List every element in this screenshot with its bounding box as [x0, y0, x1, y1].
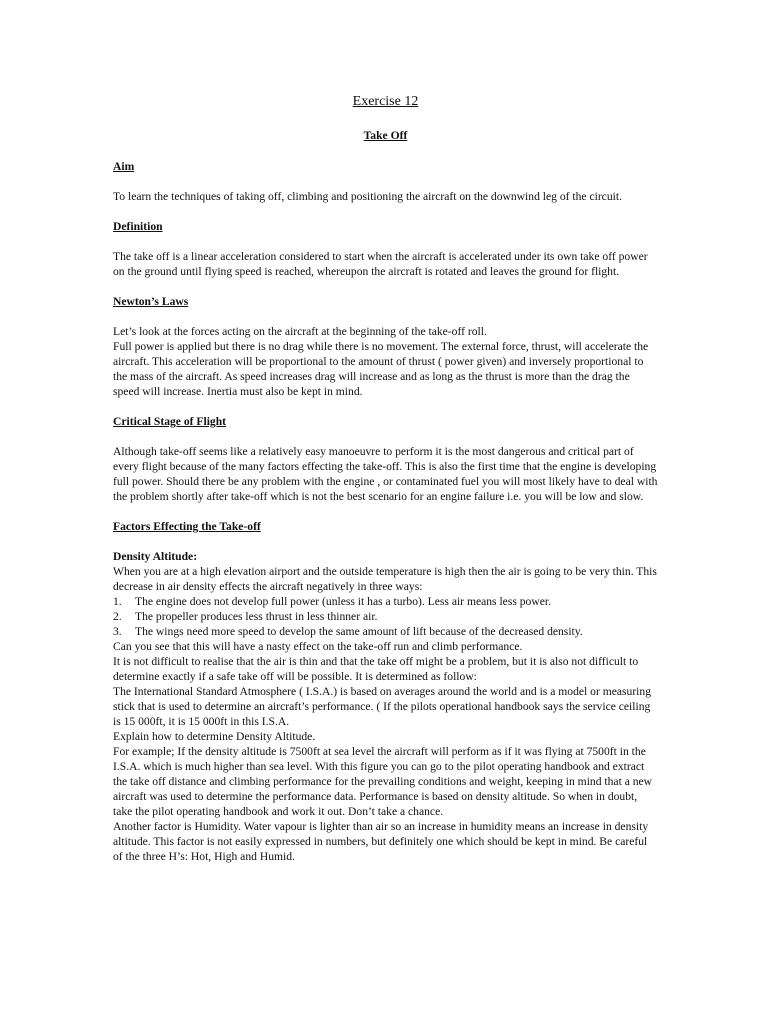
isa-text: The International Standard Atmosphere ( I.S.A.) is based on averages around the world and is a model or measuring stick that is used to determine an aircraft’s performance. ( If the pilots operational handbook says the service ceiling is 15 000ft, it is 15 000ft in this I.S.A. — [113, 685, 651, 728]
list-item — [113, 609, 658, 624]
density-effects-list — [113, 594, 658, 639]
newtons-laws-line1: Let’s look at the forces acting on the aircraft at the beginning of the take-off roll. — [113, 325, 487, 338]
definition-text: The take off is a linear acceleration considered to start when the aircraft is accelerated under its own take off power on the ground until flying speed is reached, whereupon the aircraft is rotated and leaves the ground for flight. — [113, 250, 648, 278]
critical-stage-heading: Critical Stage of Flight — [113, 415, 227, 428]
newtons-laws-heading: Newton’s Laws — [113, 295, 189, 308]
definition-heading: Definition — [113, 220, 163, 233]
list-item-text: The engine does not develop full power (unless it has a turbo). Less air means less power. — [135, 595, 551, 608]
climb-performance-text: Can you see that this will have a nasty effect on the take-off run and climb performance. — [113, 640, 523, 653]
list-item-number: 2. — [113, 610, 122, 623]
aim-heading: Aim — [113, 160, 135, 173]
page-title: Exercise 12 — [352, 94, 419, 109]
document-page — [113, 92, 658, 864]
list-item — [113, 594, 658, 609]
list-item-text: The propeller produces less thrust in less thinner air. — [135, 610, 378, 623]
page-subtitle: Take Off — [363, 129, 408, 142]
aim-text: To learn the techniques of taking off, climbing and positioning the aircraft on the downwind leg of the circuit. — [113, 190, 622, 203]
explain-density-altitude-text: Explain how to determine Density Altitude. — [113, 730, 316, 743]
list-item-text: The wings need more speed to develop the same amount of lift because of the decreased density. — [135, 625, 583, 638]
list-item — [113, 624, 658, 639]
density-altitude-heading: Density Altitude: — [113, 550, 198, 563]
factors-heading: Factors Effecting the Take-off — [113, 520, 261, 533]
example-text: For example; If the density altitude is 7500ft at sea level the aircraft will perform as if it was flying at 7500ft in the I.S.A. which is much higher than sea level. With this figure you can go to the pilot operating handbook and extract the take off distance and climbing performance for the prevailing conditions and weight, keeping in mind that a new aircraft was used to determine the performance data. Performance is based on density altitude. So when in doubt, take the pilot operating handbook and work it out. Don’t take a chance. — [113, 745, 653, 818]
safe-takeoff-text: It is not difficult to realise that the air is thin and that the take off might be a problem, but it is also not difficult to determine exactly if a safe take off will be possible. It is determined as follow: — [113, 655, 639, 683]
density-intro-text: When you are at a high elevation airport and the outside temperature is high then the air is going to be very thin. This decrease in air density effects the aircraft negatively in three ways: — [113, 565, 657, 593]
critical-stage-text: Although take-off seems like a relatively easy manoeuvre to perform it is the most dangerous and critical part of every flight because of the many factors effecting the take-off. This is also the first time that the engine is developing full power. Should there be any problem with the engine , or contaminated fuel you will most likely have to deal with the problem shortly after take-off which is not the best scenario for an engine failure i.e. you will be low and slow. — [113, 445, 658, 503]
humidity-text: Another factor is Humidity. Water vapour is lighter than air so an increase in humidity means an increase in density altitude. This factor is not easily expressed in numbers, but definitely one which should be kept in mind. Be careful of the three H’s: Hot, High and Humid. — [113, 820, 649, 863]
newtons-laws-paragraph: Full power is applied but there is no drag while there is no movement. The external force, thrust, will accelerate the aircraft. This acceleration will be proportional to the amount of thrust ( power given) and inversely proportional to the mass of the aircraft. As speed increases drag will increase and as long as the thrust is more than the drag the speed will increase. Inertia must also be kept in mind. — [113, 340, 649, 398]
list-item-number: 3. — [113, 625, 122, 638]
list-item-number: 1. — [113, 595, 122, 608]
